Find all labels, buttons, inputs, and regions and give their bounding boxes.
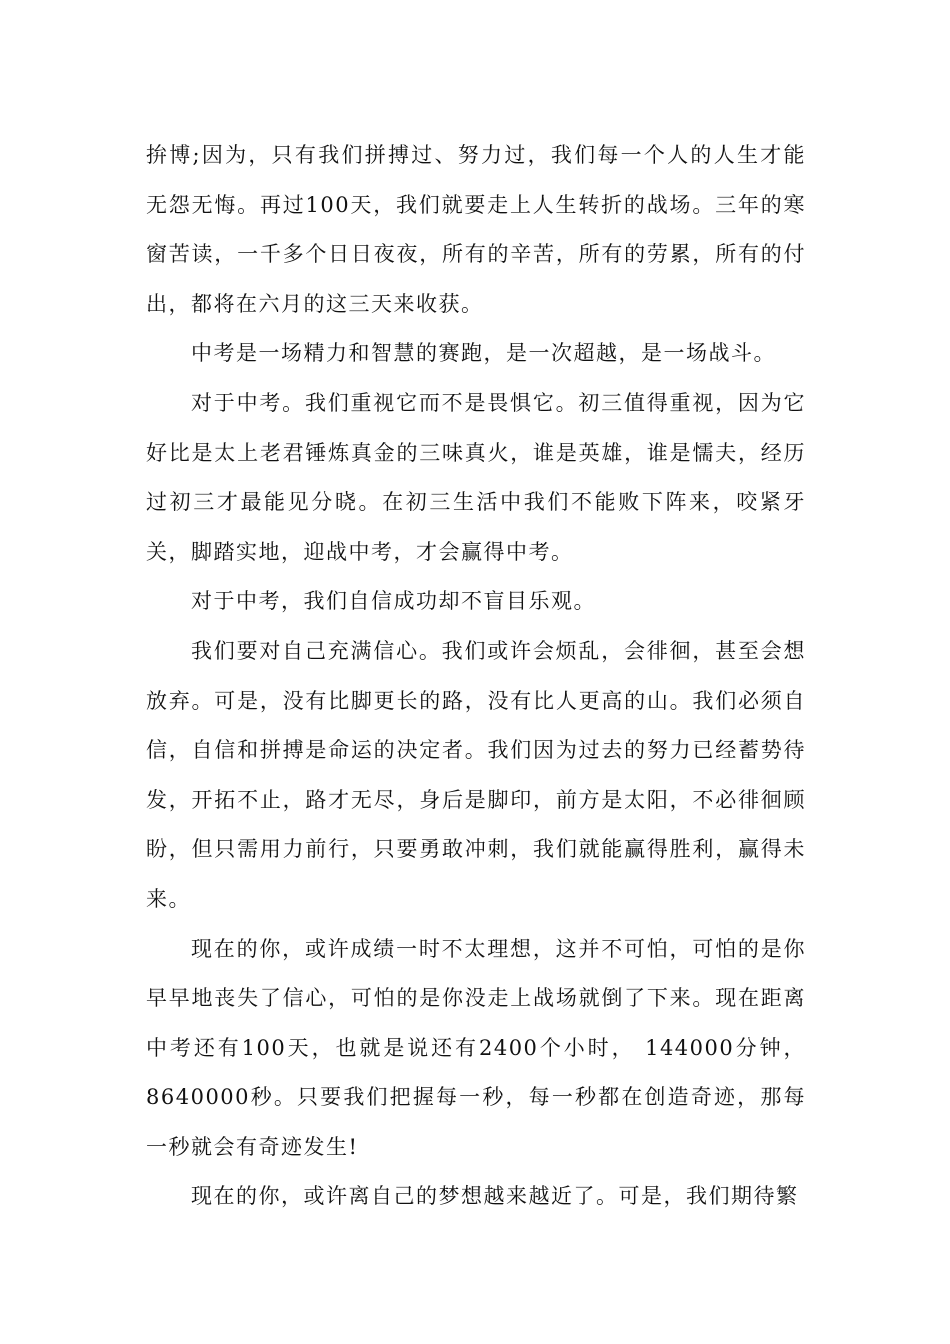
paragraph-4: 对于中考，我们自信成功却不盲目乐观。 bbox=[191, 589, 596, 614]
paragraph-6: 现在的你，或许成绩一时不太理想，这并不可怕，可怕的是你早早地丧失了信心，可怕的是你没走上战场就倒了下来。现在距离中考还有100天，也就是说还有2400个小时， 144000分钟，8640000秒。只要我们把握每一秒，每一秒都在创造奇迹，那每一秒就会有奇迹发生! bbox=[146, 936, 806, 1159]
paragraph-2: 中考是一场精力和智慧的赛跑，是一次超越，是一场战斗。 bbox=[191, 341, 776, 366]
paragraph-1: 拚博;因为，只有我们拼搏过、努力过，我们每一个人的人生才能无怨无悔。再过100天，我们就要走上人生转折的战场。三年的寒窗苦读，一千多个日日夜夜，所有的辛苦，所有的劳累，所有的付出，都将在六月的这三天来收获。 bbox=[146, 143, 806, 316]
paragraph-3: 对于中考。我们重视它而不是畏惧它。初三值得重视，因为它好比是太上老君锤炼真金的三味真火，谁是英雄，谁是懦夫，经历过初三才最能见分晓。在初三生活中我们不能败下阵来，咬紧牙关，脚踏实地，迎战中考，才会赢得中考。 bbox=[146, 390, 806, 564]
paragraph-5: 我们要对自己充满信心。我们或许会烦乱，会徘徊，甚至会想放弃。可是，没有比脚更长的路，没有比人更高的山。我们必须自信，自信和拼搏是命运的决定者。我们因为过去的努力已经蓄势待发，开拓不止，路才无尽，身后是脚印，前方是太阳，不必徘徊顾盼，但只需用力前行，只要勇敢冲刺，我们就能赢得胜利，赢得未来。 bbox=[146, 638, 806, 911]
paragraph-7: 现在的你，或许离自己的梦想越来越近了。可是，我们期待繁 bbox=[191, 1184, 799, 1209]
body-text bbox=[146, 131, 806, 1222]
